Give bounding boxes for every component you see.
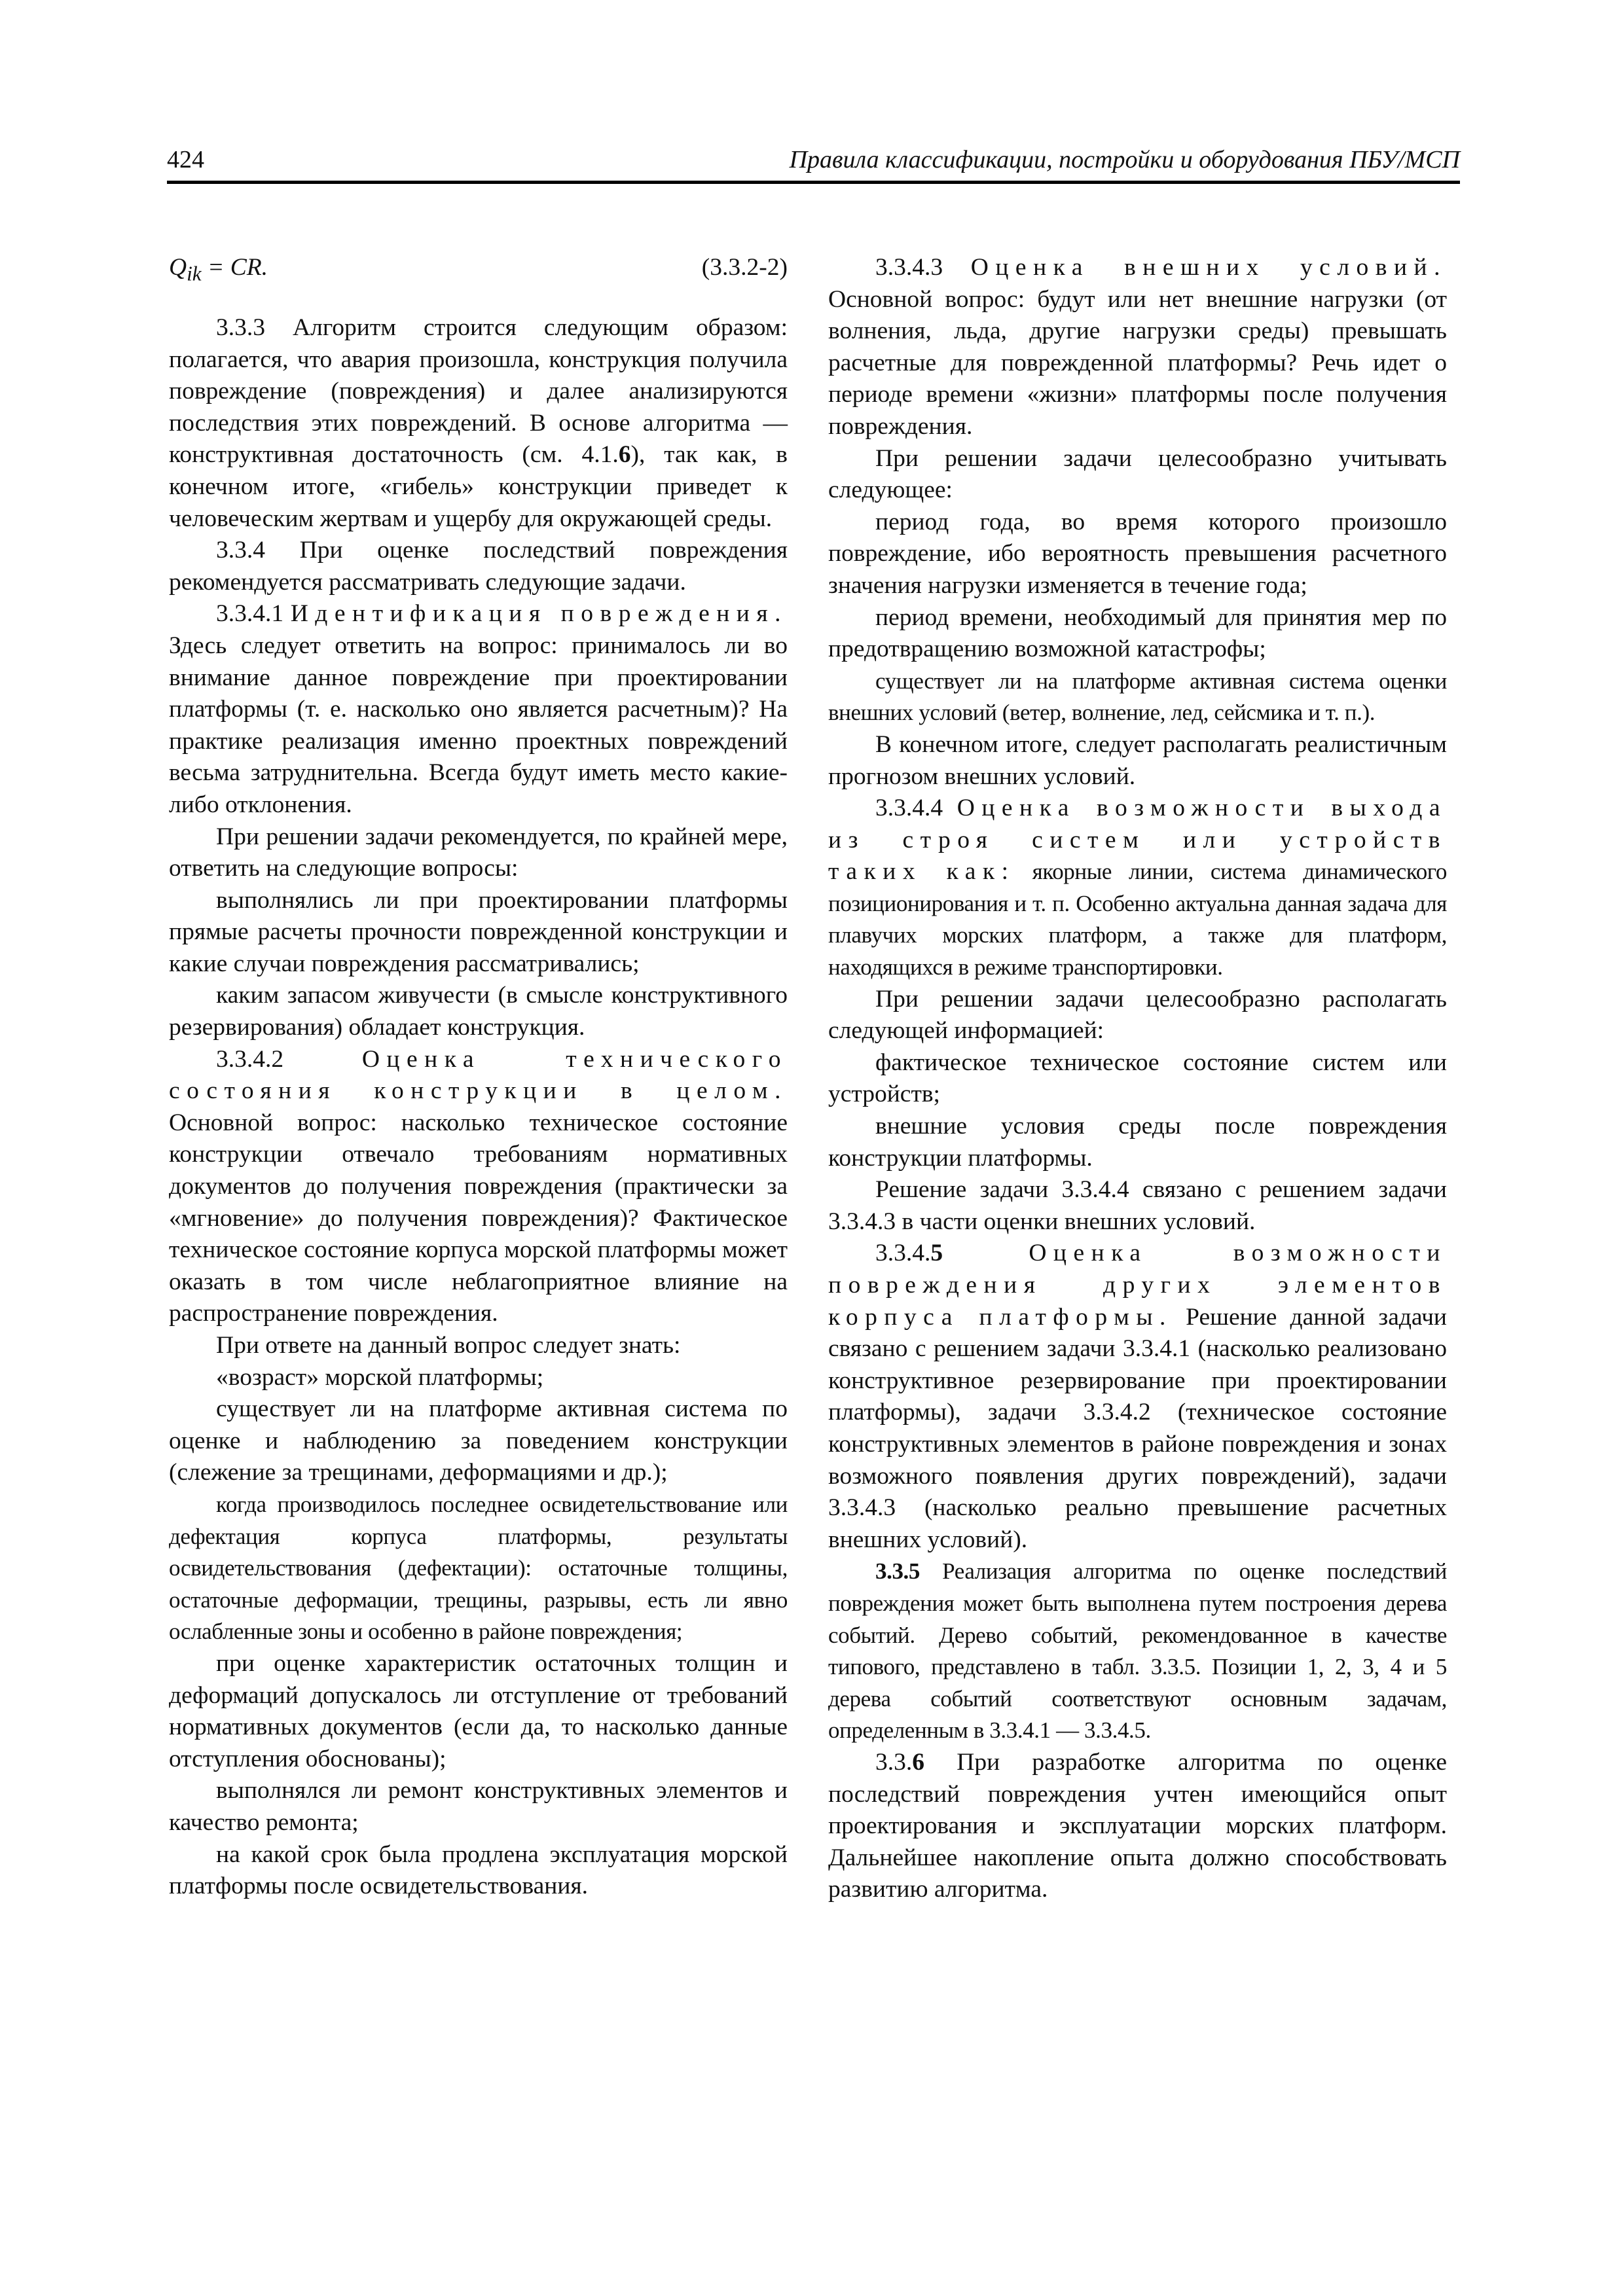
list-item: выполнялся ли ремонт конструктивных элементов и качество ремонта; — [169, 1777, 788, 1836]
list-item: период времени, необходимый для принятия мер по предотвращению возможной катастрофы; — [828, 603, 1447, 663]
para-info-intro: При решении задачи целесообразно располагать следующей информацией: — [828, 985, 1447, 1045]
para-forecast: В конечном итоге, следует располагать реалистичным прогнозом внешних условий. — [828, 730, 1447, 790]
running-title: Правила классификации, постройки и оборудования ПБУ/МСП — [789, 146, 1460, 173]
list-item: внешние условия среды после повреждения конструкции платформы. — [828, 1113, 1447, 1172]
para-text: Основной вопрос: будут или нет внешние нагрузки (от волнения, льда, другие нагрузки среды) превышать расчетные для поврежденной платформы? Речь идет о периоде времени «жизни» платформы после получения повреждения. — [828, 285, 1447, 440]
right-column — [828, 252, 1447, 1906]
para-text: Здесь следует ответить на вопрос: принималось ли во внимание данное повреждение при проектировании платформы (т. е. насколько оно является расчетным)? На практике реализация именно проектных повреждений весьма затруднительна. Всегда будут иметь место какие-либо отклонения. — [169, 632, 788, 818]
para-text: якорные линии, система динамического позиционирования и т. п. Особенно актуальна данная задача для плавучих морских платформ, а также для платформ, находящихся в режиме транспортировки. — [828, 859, 1447, 980]
section-heading: Оценка внешних условий. — [970, 254, 1447, 281]
para-text: 3.3.3 Алгоритм строится следующим образом: полагается, что авария произошла, конструкция получила повреждение (повреждения) и далее анализируются последствия этих повреждений. В основе алгоритма — конструктивная достаточность (см. 4.1. — [169, 314, 788, 469]
page-number: 424 — [167, 146, 204, 173]
list-item: на какой срок была продлена эксплуатация морской платформы после освидетельствования. — [169, 1840, 788, 1900]
para-3-3-3 — [169, 312, 788, 535]
section-number-bold: 6 — [912, 1748, 924, 1776]
formula-3-3-2-2 — [169, 252, 788, 283]
para-relation: Решение задачи 3.3.4.4 связано с решением задачи 3.3.4.3 в части оценки внешних условий. — [828, 1176, 1447, 1235]
para-3-3-4-1 — [169, 598, 788, 821]
section-number-bold: 3.3.5 — [875, 1558, 921, 1585]
para-3-3-5 — [828, 1556, 1447, 1747]
para-3-3-4-5 — [828, 1238, 1447, 1556]
list-item: фактическое техническое состояние систем или устройств; — [828, 1049, 1447, 1108]
page-header — [167, 143, 1460, 184]
section-number: 3.3.4.4 — [875, 795, 957, 822]
list-item: существует ли на платформе активная система оценки внешних условий (ветер, волнение, лед, сейсмика и т. п.). — [828, 668, 1447, 726]
para-text: Реализация алгоритма по оценке последствий повреждения может быть выполнена путем построения дерева событий. Дерево событий, рекомендованное в качестве типового, представлено в табл. 3.3.5. Позиции 1, 2, 3, 4 и 5 дерева событий соответствуют основным задачам, определенным в 3.3.4.1 — 3.3.4.5. — [828, 1558, 1447, 1744]
list-item: при оценке характеристик остаточных толщин и деформаций допускалось ли отступление от требований нормативных документов (если да, то насколько данные отступления обоснованы); — [169, 1649, 788, 1772]
list-item: период года, во время которого произошло повреждение, ибо вероятность превышения расчетного значения нагрузки изменяется в течение года; — [828, 508, 1447, 599]
para-text-end: ), так как, в конечном итоге, «гибель» конструкции приведет к человеческим жертвам и ущербу для окружающей среды. — [169, 441, 788, 532]
formula-number: (3.3.2-2) — [701, 254, 788, 281]
section-number: 3.3.4.3 — [875, 254, 971, 281]
para-consider-intro: При решении задачи целесообразно учитывать следующее: — [828, 444, 1447, 504]
formula-subscript: ik — [187, 262, 202, 285]
para-know-intro: При ответе на данный вопрос следует знать: — [216, 1332, 681, 1359]
para-text: Основной вопрос: насколько техническое состояние конструкции отвечало требованиям нормативных документов до получения повреждения (практически за «мгновение» до получения повреждения)? Фактическое техническое состояние корпуса морской платформы может оказать в том числе неблагоприятное влияние на распространение повреждения. — [169, 1109, 788, 1327]
section-heading: Идентификация повреждения. — [290, 600, 788, 628]
para-3-3-4-4 — [828, 793, 1447, 984]
bold-ref: 6 — [618, 441, 631, 469]
formula-q: Q — [169, 254, 187, 281]
section-number-bold: 5 — [930, 1240, 943, 1267]
para-questions-intro: При решении задачи рекомендуется, по крайней мере, ответить на следующие вопросы: — [169, 823, 788, 882]
section-number: 3.3. — [875, 1748, 913, 1776]
para-3-3-6 — [828, 1747, 1447, 1906]
section-number: 3.3.4.1 — [216, 600, 291, 628]
para-3-3-4: 3.3.4 При оценке последствий повреждения рекомендуется рассматривать следующие задачи. — [169, 537, 788, 596]
list-item: выполнялись ли при проектировании платформы прямые расчеты прочности поврежденной конструкции и какие случаи повреждения рассматривались; — [169, 886, 788, 977]
formula-expression — [169, 252, 268, 290]
list-item: существует ли на платформе активная система по оценке и наблюдению за поведением конструкции (слежение за трещинами, деформациями и др.); — [169, 1395, 788, 1486]
list-item: когда производилось последнее освидетельствование или дефектация корпуса платформы, результаты освидетельствования (дефектации): остаточные толщины, остаточные деформации, трещины, разрывы, есть ли явно ослабленные зоны и особенно в районе повреждения; — [169, 1491, 788, 1645]
section-heading: Оценка возможности повреждения других элементов корпуса платформы. — [828, 1240, 1447, 1331]
para-3-3-4-3 — [828, 252, 1447, 443]
list-item: «возраст» морской платформы; — [216, 1363, 544, 1391]
section-heading: Оценка возможности выхода из строя систем или устройств таких как: — [828, 795, 1447, 886]
section-number: 3.3.4. — [875, 1240, 931, 1267]
section-number: 3.3.4.2 — [216, 1045, 362, 1073]
para-text: Решение данной задачи связано с решением задачи 3.3.4.1 (насколько реализовано конструктивное резервирование при проектировании платформы), задачи 3.3.4.2 (техническое состояние конструктивных элементов в районе повреждения и зонах возможного появления других повреждений), задачи 3.3.4.3 (насколько реально превышение расчетных внешних условий). — [828, 1303, 1447, 1553]
formula-rhs: = CR. — [201, 254, 268, 281]
section-heading: Оценка технического состояния конструкции в целом. — [169, 1045, 788, 1105]
para-3-3-4-2 — [169, 1044, 788, 1330]
left-column — [169, 252, 788, 1903]
para-text: При разработке алгоритма по оценке последствий повреждения учтен имеющийся опыт проектирования и эксплуатации морских платформ. Дальнейшее накопление опыта должно способствовать развитию алгоритма. — [828, 1748, 1447, 1903]
list-item: каким запасом живучести (в смысле конструктивного резервирования) обладает конструкция. — [169, 982, 788, 1041]
